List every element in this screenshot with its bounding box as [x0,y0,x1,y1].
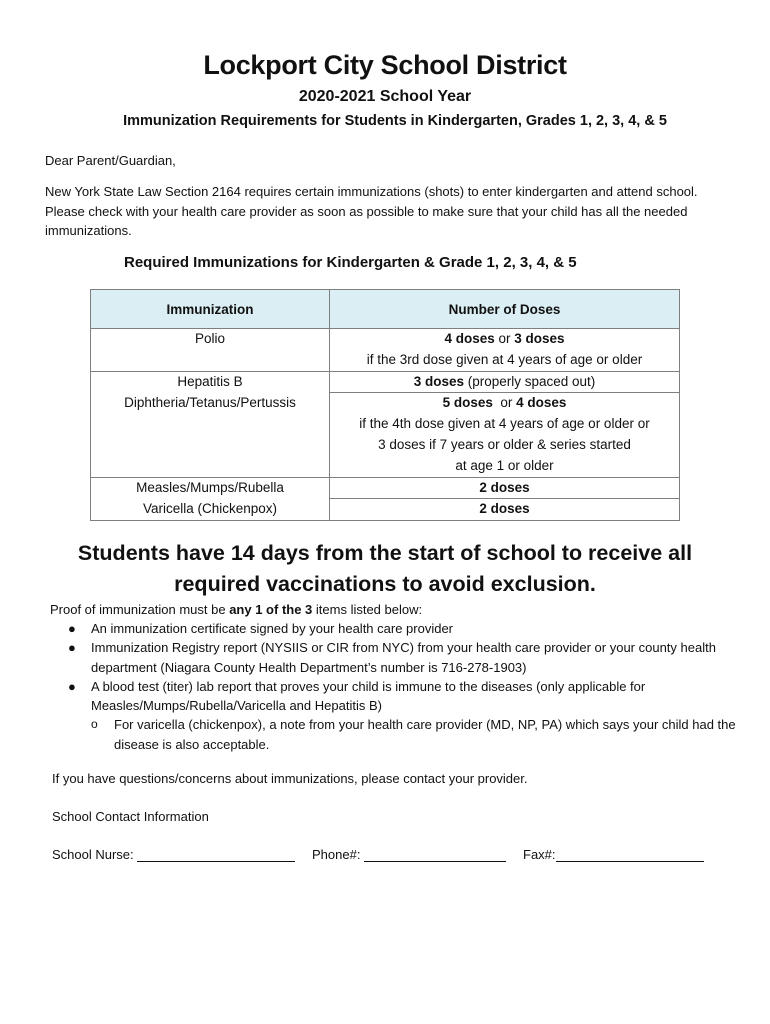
nurse-field [52,846,295,862]
circle-bullet-icon: o [91,717,98,732]
bullet-icon: ● [68,640,76,656]
immunization-name: Diphtheria/Tetanus/Pertussis [91,393,330,477]
phone-label: Phone#: [312,847,361,862]
table-row [91,393,680,477]
immunization-name: Polio [91,329,330,372]
fax-field [523,846,704,862]
doses-cell [330,499,680,521]
document-title: Lockport City School District [203,50,567,80]
bullet-icon: ● [68,678,76,694]
proof-text: Proof of immunization must be [50,602,230,617]
table-row [91,499,680,521]
dose-count: 4 doses [516,395,567,411]
list-item-text: An immunization certificate signed by your health care provider [91,621,454,636]
dose-count: 3 doses [514,331,565,346]
sub-list-item-text: For varicella (chickenpox), a note from your health care provider (MD, NP, PA) which says your child had the disease is also acceptable. [114,717,736,752]
sub-list-item [91,715,740,754]
dose-count: 5 doses [442,395,493,411]
fax-label: Fax#: [523,847,556,862]
table-heading: Required Immunizations for Kindergarten & Grade 1, 2, 3, 4, & 5 [124,254,577,271]
document-subtitle: Immunization Requirements for Students in Kindergarten, Grades 1, 2, 3, 4, & 5 [123,113,667,129]
list-item [50,677,740,754]
fax-blank[interactable] [556,846,704,862]
nurse-blank[interactable] [137,846,295,862]
list-item [50,638,740,677]
immunization-name: Measles/Mumps/Rubella [91,477,330,499]
notice-line: Students have 14 days from the start of school to receive all [77,541,693,565]
dose-count: 2 doses [479,501,530,517]
table-row [91,371,680,393]
dose-note: at age 1 or older [455,457,554,473]
col-immunization-header: Immunization [91,290,330,329]
sub-list [91,715,740,754]
contact-heading: School Contact Information [52,809,209,824]
proof-emphasis: any 1 of the 3 [229,602,313,617]
intro-paragraph: New York State Law Section 2164 requires certain immunizations (shots) to enter kindergarten and attend school. Please check with your health care provider as soon as possible to make sure that your child has all the needed immunizations. [45,184,698,238]
proof-list [50,619,740,754]
or-text: or [492,395,517,411]
table-row [91,477,680,499]
phone-field [312,846,506,862]
dose-note: (properly spaced out) [463,373,596,389]
immunization-name: Varicella (Chickenpox) [91,499,330,521]
nurse-label: School Nurse: [52,847,134,862]
salutation: Dear Parent/Guardian, [45,153,176,168]
doses-cell [330,477,680,499]
dose-count: 4 doses [444,331,495,346]
or-text: or [494,331,515,346]
immunization-name: Hepatitis B [91,371,330,393]
dose-note: if the 3rd dose given at 4 years of age or older [366,351,643,367]
list-item-text: A blood test (titer) lab report that proves your child is immune to the diseases (only applicable for Measles/Mumps/Rubella/Varicella and Hepatitis B) [91,678,646,714]
dose-count: 2 doses [479,479,530,495]
col-doses-header: Number of Doses [330,290,680,329]
questions-text: If you have questions/concerns about immunizations, please contact your provider. [52,771,528,786]
doses-cell [330,329,680,372]
notice-line: required vaccinations to avoid exclusion. [174,572,596,596]
exclusion-notice [0,538,770,600]
table-header-row [91,290,680,329]
proof-intro [50,600,422,620]
list-item [50,619,740,638]
school-year: 2020-2021 School Year [298,88,472,105]
dose-note: 3 doses if 7 years or older & series started [378,436,631,452]
proof-text: items listed below: [312,602,423,617]
table-row [91,329,680,372]
bullet-icon: ● [68,621,76,636]
doses-cell [330,393,680,477]
dose-count: 3 doses [413,373,464,389]
doses-cell [330,371,680,393]
dose-note: if the 4th dose given at 4 years of age or older or [359,416,650,432]
list-item-text: Immunization Registry report (NYSIIS or CIR from NYC) from your health care provider or your county health department (Niagara County Health Department’s number is 716-278-1903) [91,640,716,675]
phone-blank[interactable] [364,846,506,862]
immunization-table [90,289,680,521]
